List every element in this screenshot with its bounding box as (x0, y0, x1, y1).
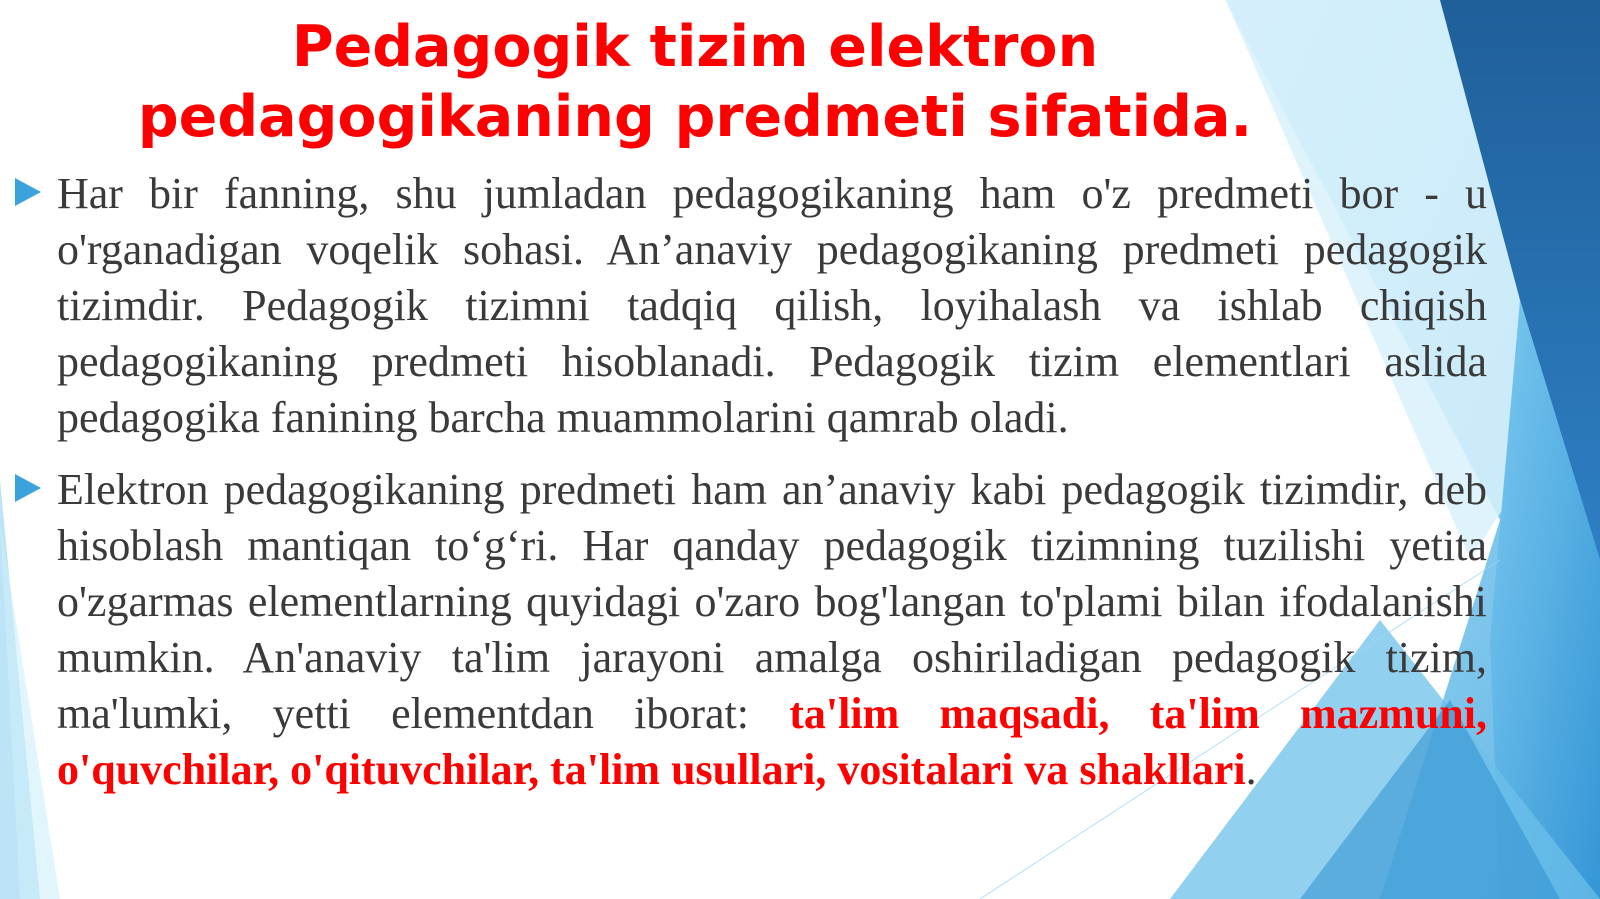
triangle-bullet-icon (15, 178, 41, 206)
slide-title-line-2: pedagogikaning predmeti sifatida. (137, 84, 1253, 150)
bullet-highlight-text: ta'lim maqsadi, ta'lim mazmuni, o'quvchilar, o'qituvchilar, ta'lim usullari, vositalari va shakllari (57, 689, 1487, 794)
bullet-item-1 (57, 166, 1487, 446)
bullet-text: Har bir fanning, shu jumladan pedagogikaning ham o'z predmeti bor - u o'rganadigan voqelik sohasi. An’anaviy pedagogikaning predmeti pedagogik tizimdir. Pedagogik tizimni tadqiq qilish, loyihalash va ishlab chiqish pedagogikaning predmeti hisoblanadi. Pedagogik tizim elementlari aslida pedagogika fanining barcha muammolarini qamrab oladi. (57, 169, 1487, 442)
slide-title-line-1: Pedagogik tizim elektron (291, 14, 1099, 80)
triangle-bullet-icon (15, 474, 41, 502)
bullet-item-2 (57, 462, 1487, 798)
slide-content (0, 166, 1600, 814)
bullet-suffix: . (1245, 745, 1257, 794)
slide-title (0, 12, 1390, 152)
bullet-text: Elektron pedagogikaning predmeti ham an’anaviy kabi pedagogik tizimdir, deb hisoblash mantiqan to‘g‘ri. Har qanday pedagogik tizimning tuzilishi yetita o'zgarmas elementlarning quyidagi o'zaro bog'langan to'plami bilan ifodalanishi mumkin. An'anaviy ta'lim jarayoni amalga oshiriladigan pedagogik tizim, ma'lumki, yetti elementdan iborat: (57, 465, 1487, 738)
